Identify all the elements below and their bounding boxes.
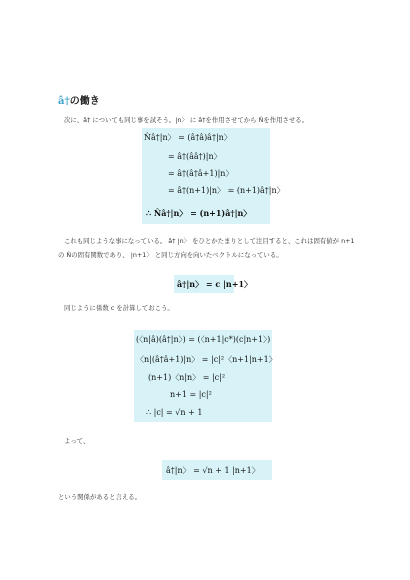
coefficient-line-2: 〈n|(â†â+1)|n〉 = |c|²〈n+1|n+1〉 <box>136 355 277 364</box>
section-heading <box>58 92 100 107</box>
paragraph-4: よって、 <box>64 437 90 445</box>
coefficient-line-3: (n+1)〈n|n〉 = |c|² <box>148 373 226 382</box>
raising-relation: â†|n〉 = c |n+1〉 <box>177 279 253 289</box>
equation-result: ∴ N̂â†|n〉 = (n+1)â†|n〉 <box>146 208 252 218</box>
equation-line-2: = â†(ââ†)|n〉 <box>168 152 222 161</box>
equation-box-2 <box>174 275 253 293</box>
coefficient-line-4: n+1 = |c|² <box>170 390 212 399</box>
closing-paragraph: という関係があると言える。 <box>58 493 142 501</box>
equation-box-3 <box>134 330 277 422</box>
coefficient-result: ∴ |c| = √n + 1 <box>146 408 203 417</box>
paragraph-2-line-2: の N̂の固有関数であり、 |n+1〉 と同じ方向を向いたベクトルになっている。 <box>58 251 283 259</box>
equation-box-4 <box>162 460 272 480</box>
heading-text: の働き <box>69 96 100 107</box>
coefficient-line-1: (〈n|â)(â†|n〉) = (〈n+1|c*)(c|n+1〉) <box>136 335 271 344</box>
final-relation: â†|n〉 = √n + 1 |n+1〉 <box>166 466 260 475</box>
equation-line-4: = â†(n+1)|n〉 = (n+1)â†|n〉 <box>168 186 285 195</box>
equation-line-3: = â†(â†â+1)|n〉 <box>168 169 234 178</box>
heading-operator: â† <box>58 96 70 107</box>
paragraph-2-line-1: これも同じような事になっている。 â† |n〉 をひとかたまりとして注目すると、これは固有値が n+1 <box>64 237 355 245</box>
equation-box-1 <box>142 128 285 224</box>
intro-paragraph: 次に、â† についても同じ事を試そう。|n〉 に â†を作用させてから N̂を作用させる。 <box>64 116 309 124</box>
equation-line-1: N̂â†|n〉 = (â†â)â†|n〉 <box>144 133 232 142</box>
paragraph-3: 同じように係数 c を計算しておこう。 <box>64 304 174 312</box>
